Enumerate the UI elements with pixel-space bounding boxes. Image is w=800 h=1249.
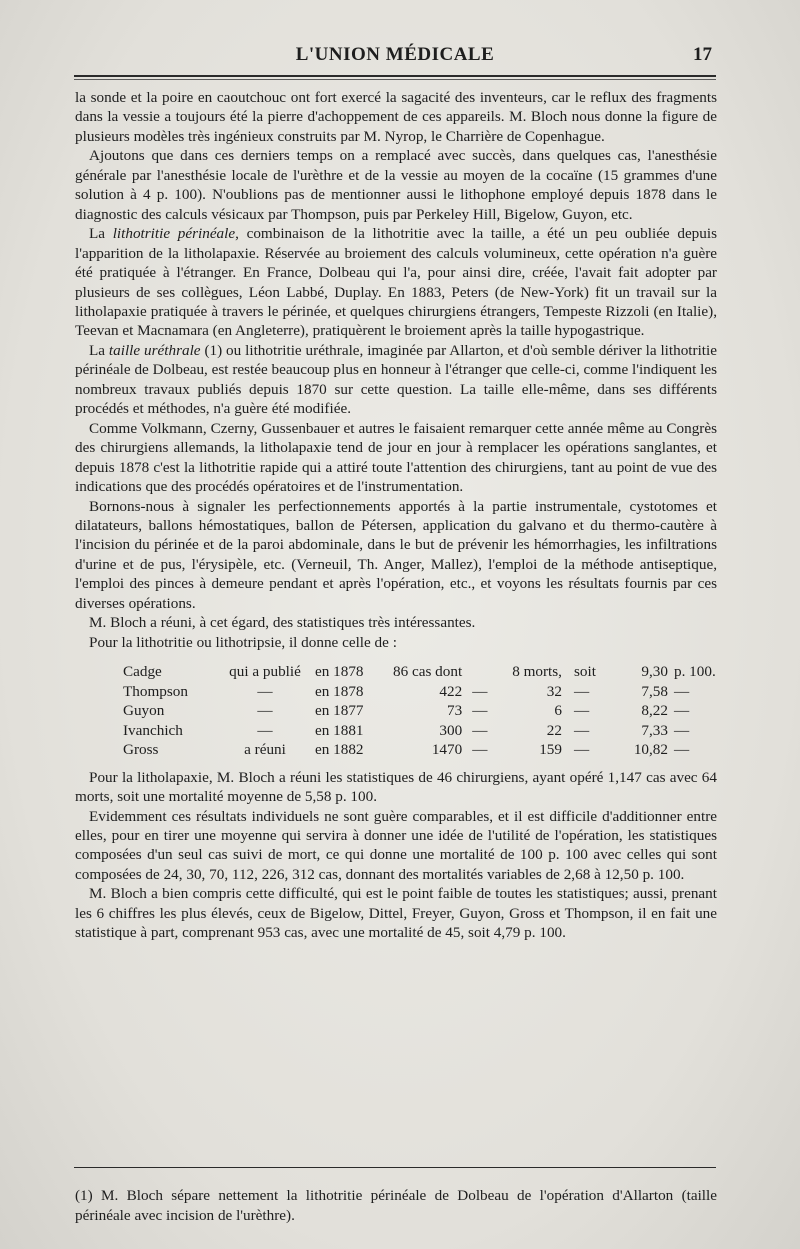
paragraph <box>75 224 717 341</box>
paragraph: Pour la lithotritie ou lithotripsie, il donne celle de : <box>89 633 397 651</box>
paragraph-lead: La <box>89 225 113 243</box>
statistic-year: en 1877 <box>315 702 364 720</box>
table-row <box>75 662 717 682</box>
footnote-rule <box>74 1167 716 1168</box>
death-count: 6 <box>554 702 562 720</box>
paragraph: la sonde et la poire en caoutchouc ont fort exercé la sagacité des inventeurs, car le reflux des fragments dans la vessie a toujours été la pierre d'achoppement de ces appareils. M. Bloch nous donne la figure de plusieurs modèles très ingénieux construits par M. Nyrop, le Charrière de Copenhague. <box>75 89 717 145</box>
death-count: 22 <box>546 721 562 739</box>
italic-term: lithotritie périnéale <box>112 225 236 243</box>
rate-unit: — <box>673 721 690 739</box>
paragraph: Bornons-nous à signaler les perfectionnements apportés à la partie instrumentale, cystotomes et dilatateurs, ballons hémostatiques, ballon de Pétersen, application du galvano et du thermo-cautère à l'incision du périnée et de la paroi abdominale, dans le but de prévenir les hémorrhagies, les infiltrations d'urine et de pus, l'érysipèle, etc. (Verneuil, Th. Anger, Mallez), l'emploi de la méthode antiseptique, l'emploi des pinces à demeure pendant et après l'opération, etc., et voyons les résultats fournis par ces diverses opérations. <box>75 497 717 612</box>
paragraph: M. Bloch a bien compris cette difficulté, qui est le point faible de toutes les statistiques; aussi, prenant les 6 chiffres les plus élevés, ceux de Bigelow, Dittel, Freyer, Guyon, Gross et Thompson, il en fait une statistique à part, comprenant 953 cas, avec une mortalité de 45, soit 4,79 p. 100. <box>75 885 717 942</box>
case-count: 86 cas dont <box>393 663 463 681</box>
page-number: 17 <box>693 44 712 65</box>
rate-unit: — <box>673 702 690 720</box>
paragraph-text: (1) ou lithotritie uréthrale, imaginée par Allarton, et d'où semble dériver la lithotritie périnéale de Dolbeau, est restée beaucoup plus en honneur à l'étranger que celle-ci, comme l'indiquent les nombreux travaux publiés depuis 1870 sur cette question. La taille elle-même, dans ses différents procédés et méthodes, n'a guère été modifiée. <box>75 341 717 418</box>
rate-unit: p. 100. <box>673 663 716 681</box>
paragraph: M. Bloch a réuni, à cet égard, des statistiques très intéressantes. <box>89 614 476 632</box>
dont-cell: — <box>472 702 488 720</box>
page-header <box>75 44 715 74</box>
soit-cell: soit <box>573 663 596 681</box>
table-row <box>75 721 717 741</box>
statistic-year: en 1878 <box>315 663 364 681</box>
case-count: 300 <box>439 721 463 739</box>
statistic-year: en 1882 <box>315 741 364 759</box>
header-rule-thin <box>74 79 716 80</box>
paragraph <box>75 341 717 419</box>
surgeon-name: Ivanchich <box>123 721 183 739</box>
mortality-rate: 8,22 <box>641 702 668 720</box>
table-row <box>75 740 717 760</box>
statistic-verb: qui a publié <box>229 663 301 681</box>
mortality-rate: 10,82 <box>633 741 668 759</box>
soit-cell: — <box>573 721 590 739</box>
dont-cell: — <box>472 721 488 739</box>
surgeon-name: Cadge <box>123 663 162 681</box>
case-count: 1470 <box>431 741 463 759</box>
rate-unit: — <box>673 682 690 700</box>
surgeon-name: Guyon <box>123 702 165 720</box>
statistic-verb: — <box>257 682 273 700</box>
dont-cell <box>472 662 512 682</box>
paragraph-lead: La <box>89 341 109 359</box>
statistic-verb: a réuni <box>244 741 286 759</box>
statistic-verb: — <box>257 721 273 739</box>
statistics-table <box>75 662 717 760</box>
death-count: 32 <box>546 682 562 700</box>
statistic-verb: — <box>257 702 273 720</box>
paragraph: Ajoutons que dans ces derniers temps on a remplacé avec succès, dans quelques cas, l'anesthésie générale par l'anesthésie locale de l'urèthre et de la vessie au moyen de la cocaïne (15 grammes d'une solution à 4 p. 100). N'oublions pas de mentionner aussi le lithophone employé depuis 1878 dans le diagnostic des calculs vésicaux par Thompson, puis par Perkeley Hill, Bigelow, Guyon, etc. <box>75 147 717 223</box>
running-title: L'UNION MÉDICALE <box>295 44 495 65</box>
table-row <box>75 701 717 721</box>
mortality-rate: 7,58 <box>641 682 668 700</box>
soit-cell: — <box>573 741 590 759</box>
footnote: (1) M. Bloch sépare nettement la lithotritie périnéale de Dolbeau de l'opération d'Allarton (taille périnéale avec incision de l'urèthre). <box>75 1187 717 1224</box>
surgeon-name: Gross <box>123 741 159 759</box>
italic-term: taille uréthrale <box>108 341 201 359</box>
header-rule <box>74 75 716 77</box>
case-count: 73 <box>447 702 463 720</box>
soit-cell: — <box>573 702 590 720</box>
statistic-year: en 1878 <box>315 682 364 700</box>
table-row <box>75 682 717 702</box>
dont-cell: — <box>472 741 488 759</box>
death-count: 8 morts, <box>512 663 562 681</box>
case-count: 422 <box>439 682 463 700</box>
mortality-rate: 9,30 <box>641 663 668 681</box>
body-text <box>75 88 717 943</box>
soit-cell: — <box>573 682 590 700</box>
surgeon-name: Thompson <box>123 682 188 700</box>
death-count: 159 <box>539 741 562 759</box>
paragraph: Comme Volkmann, Czerny, Gussenbauer et autres le faisaient remarquer cette année même au Congrès des chirurgiens allemands, la litholapaxie tend de jour en jour à remplacer les opérations sanglantes, et depuis 1878 c'est la lithotritie rapide qui a attiré toute l'attention des chirurgiens, tant au point de vue des indications que des procédés opératoires et de l'instrumentation. <box>75 419 717 496</box>
rate-unit: — <box>673 741 690 759</box>
mortality-rate: 7,33 <box>641 721 668 739</box>
statistic-year: en 1881 <box>315 721 364 739</box>
paragraph: Pour la litholapaxie, M. Bloch a réuni les statistiques de 46 chirurgiens, ayant opéré 1,147 cas avec 64 morts, soit une mortalité moyenne de 5,58 p. 100. <box>75 768 717 806</box>
dont-cell: — <box>472 682 488 700</box>
paragraph-text: , combinaison de la lithotritie avec la taille, a été un peu oubliée depuis l'apparition de la litholapaxie. Réservée au broiement des calculs volumineux, cette opération n'a guère été pratiquée à l'étranger. En France, Dolbeau qui l'a, pour ainsi dire, créée, l'avait fait adopter par plusieurs de ses collègues, Léon Labbé, Duplay. En 1883, Peters (de New-York) fit un travail sur la litholapaxie pratiquée à travers le périnée, et quelques chirurgiens étrangers, Tempeste Rizzoli (en Italie), Teevan et Macnamara (en Angleterre), pratiquèrent le broiement après la taille hypogastrique. <box>75 225 718 340</box>
paragraph: Evidemment ces résultats individuels ne sont guère comparables, et il est difficile d'additionner entre elles, pour en tirer une moyenne qui servira à donner une idée de l'utilité de l'opération, les statistiques composées d'un seul cas suivi de mort, ce qui donne une mortalité de 100 p. 100 avec celles qui sont composées de 24, 30, 70, 112, 226, 312 cas, donnant des mortalités variables de 2,68 à 12,50 p. 100. <box>75 807 717 883</box>
